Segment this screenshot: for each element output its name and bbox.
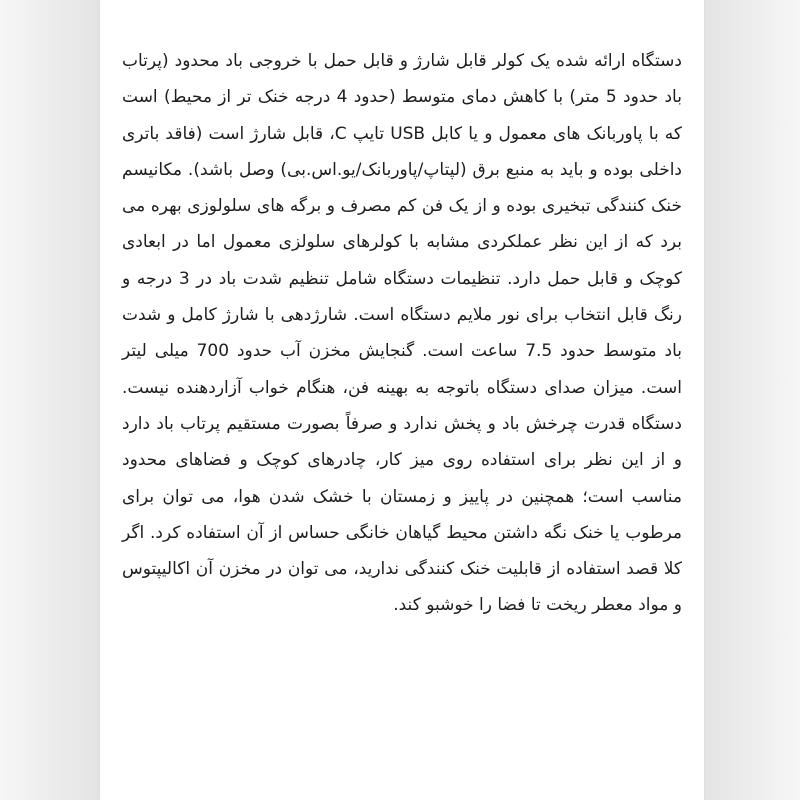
product-description-paragraph: دستگاه ارائه شده یک کولر قابل شارژ و قابل حمل با خروجی باد محدود (پرتاب باد حدود 5 متر) با کاهش دمای متوسط (حدود 4 درجه خنک تر از محیط) است که با پاوربانک های معمول و یا کابل USB تایپ C، قابل شارژ است (فاقد باتری داخلی بوده و باید به منبع برق (لپتاپ/پاوربانک/یو.اس.بی) وصل باشد). مکانیسم خنک کنندگی تبخیری بوده و از یک فن کم مصرف و برگه های سلولوزی بهره می برد که از این نظر عملکردی مشابه با کولرهای سلولزی معمول اما در ابعادی کوچک و قابل حمل دارد. تنظیمات دستگاه شامل تنظیم شدت باد در 3 درجه و رنگ قابل انتخاب برای نور ملایم دستگاه است. شارژدهی با شارژ کامل و شدت باد متوسط حدود 7.5 ساعت است. گنجایش مخزن آب حدود 700 میلی لیتر است. میزان صدای دستگاه باتوجه به بهینه فن، هنگام خواب آزاردهنده نیست. دستگاه قدرت چرخش باد و پخش ندارد و صرفاً بصورت مستقیم پرتاب باد دارد و از این نظر برای استفاده روی میز کار، چادرهای کوچک و فضاهای محدود مناسب است؛ همچنین در پاییز و زمستان با خشک شدن هوا، می توان برای مرطوب یا خنک نگه داشتن محیط گیاهان خانگی حساس از آن استفاده کرد. اگر کلا قصد استفاده از قابلیت خنک کنندگی ندارید، می توان در مخزن آن اکالیپتوس و مواد معطر ریخت تا فضا را خوشبو کند. [122,51,682,616]
document-page [100,0,704,800]
left-margin-background [0,0,100,800]
right-margin-background [704,0,800,800]
